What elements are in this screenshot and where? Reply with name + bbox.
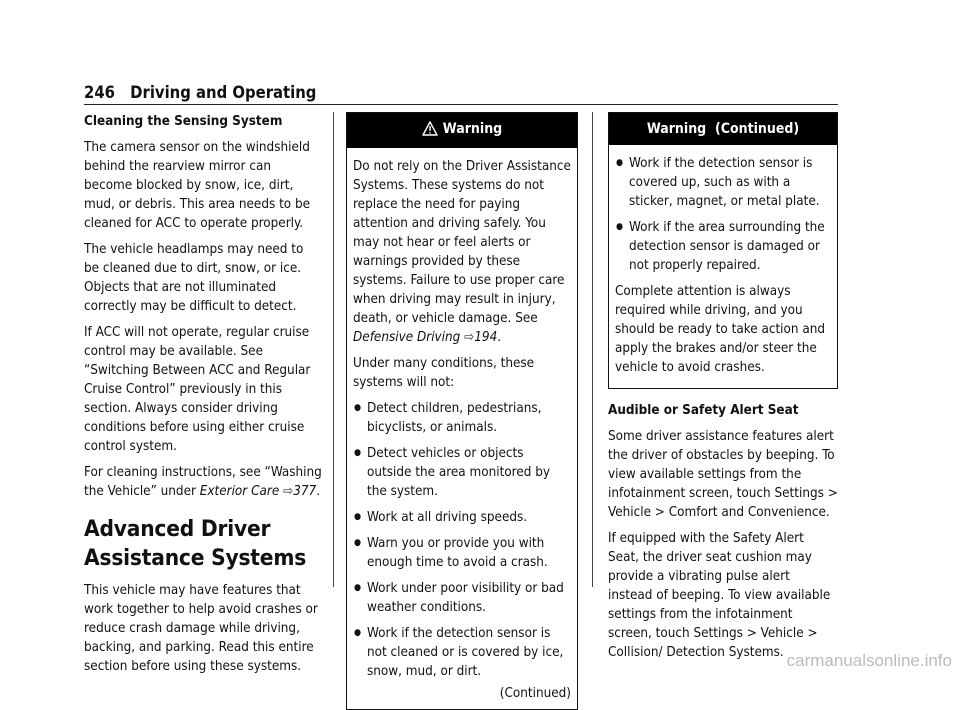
list-item: ● Work if the area surrounding the detection sensor is damaged or not properly repaired.: [615, 218, 831, 275]
page-number: 246: [84, 83, 115, 102]
warning-paragraph: Complete attention is always required while driving, and you should be ready to take action and apply the brakes and/or steer the vehicle to avoid crashes.: [615, 284, 826, 375]
list-item: ● Work if the detection sensor is covered up, such as with a sticker, magnet, or metal plate.: [615, 154, 831, 211]
text: Do not rely on the Driver Assistance Systems. These systems do not replace the need for paying attention and driving safely. You may not hear or feel alerts or warnings provided by these systems. Failure to use proper care when driving may result in injury, death, or vehicle damage. See: [353, 159, 571, 326]
warning-box: [346, 112, 578, 710]
warning-box-continued: [608, 112, 838, 389]
text: .: [497, 330, 502, 345]
list-item: ● Work under poor visibility or bad weather conditions.: [353, 579, 571, 617]
list-item: ● Work at all driving speeds.: [353, 508, 571, 527]
subheading-cleaning: Cleaning the Sensing System: [84, 114, 283, 129]
column-divider: [333, 112, 334, 587]
list-item: ● Detect vehicles or objects outside the area monitored by the system.: [353, 444, 571, 501]
page-reference-arrow-icon: ⇨: [464, 330, 475, 345]
xref-page[interactable]: 194: [474, 330, 498, 345]
paragraph: If ACC will not operate, regular cruise control may be available. See “Switching Between ACC and Regular Cruise Control” previously in this section. Always consider driving conditions before using either cruise control system.: [84, 325, 311, 454]
paragraph: The vehicle headlamps may need to be cleaned due to dirt, snow, or ice. Objects that are not illuminated correctly may be difficult to detect.: [84, 242, 304, 314]
warning-bullet-list: [615, 154, 831, 275]
warning-header: Warning (Continued): [609, 113, 837, 145]
paragraph: Some driver assistance features alert the driver of obstacles by beeping. To view available settings from the infotainment screen, touch Settings > Vehicle > Comfort and Convenience.: [608, 429, 838, 520]
page-reference-arrow-icon: ⇨: [283, 484, 294, 499]
section-heading: Advanced Driver Assistance Systems: [84, 516, 307, 571]
paragraph: This vehicle may have features that work together to help avoid crashes or reduce crash damage while driving, backing, and parking. Read this entire section before using these systems.: [84, 583, 318, 674]
text: .: [316, 484, 321, 499]
section-title: Driving and Operating: [130, 83, 317, 102]
xref-exterior-care[interactable]: Exterior Care: [199, 484, 280, 499]
column-divider: [592, 112, 593, 587]
column-right: [608, 112, 838, 669]
paragraph: If equipped with the Safety Alert Seat, the driver seat cushion may provide a vibrating pulse alert instead of beeping. To view available settings from the infotainment screen, touch Settings > Vehicle > Collision/ Detection Systems.: [608, 531, 831, 660]
warning-paragraph: Under many conditions, these systems will not:: [353, 356, 535, 390]
warning-bullet-list: [353, 399, 571, 681]
subheading-alert-seat: Audible or Safety Alert Seat: [608, 403, 799, 418]
watermark: carmanualsonline.info: [786, 651, 952, 670]
warning-paragraph: [353, 157, 571, 347]
paragraph-cleaning-ref: [84, 463, 322, 501]
text: For cleaning instructions, see “Washing the Vehicle” under: [84, 465, 322, 499]
list-item: ● Warn you or provide you with enough time to avoid a crash.: [353, 534, 571, 572]
warning-header: [347, 113, 577, 148]
paragraph: The camera sensor on the windshield behind the rearview mirror can become blocked by snow, ice, dirt, mud, or debris. This area needs to be cleaned for ACC to operate properly.: [84, 140, 311, 231]
xref-defensive-driving[interactable]: Defensive Driving: [353, 330, 461, 345]
warning-title: Warning: [442, 121, 503, 137]
warning-body: [347, 148, 577, 709]
warning-body: [609, 145, 837, 388]
page-header: [84, 82, 838, 105]
list-item: ● Detect children, pedestrians, bicyclists, or animals.: [353, 399, 571, 437]
column-middle: [346, 112, 578, 710]
continued-label: (Continued): [499, 686, 571, 701]
xref-page[interactable]: 377: [293, 484, 317, 499]
column-left: [84, 112, 322, 683]
list-item: ● Work if the detection sensor is not cleaned or is covered by ice, snow, mud, or dirt.: [353, 624, 571, 681]
warning-triangle-icon: [422, 121, 438, 142]
